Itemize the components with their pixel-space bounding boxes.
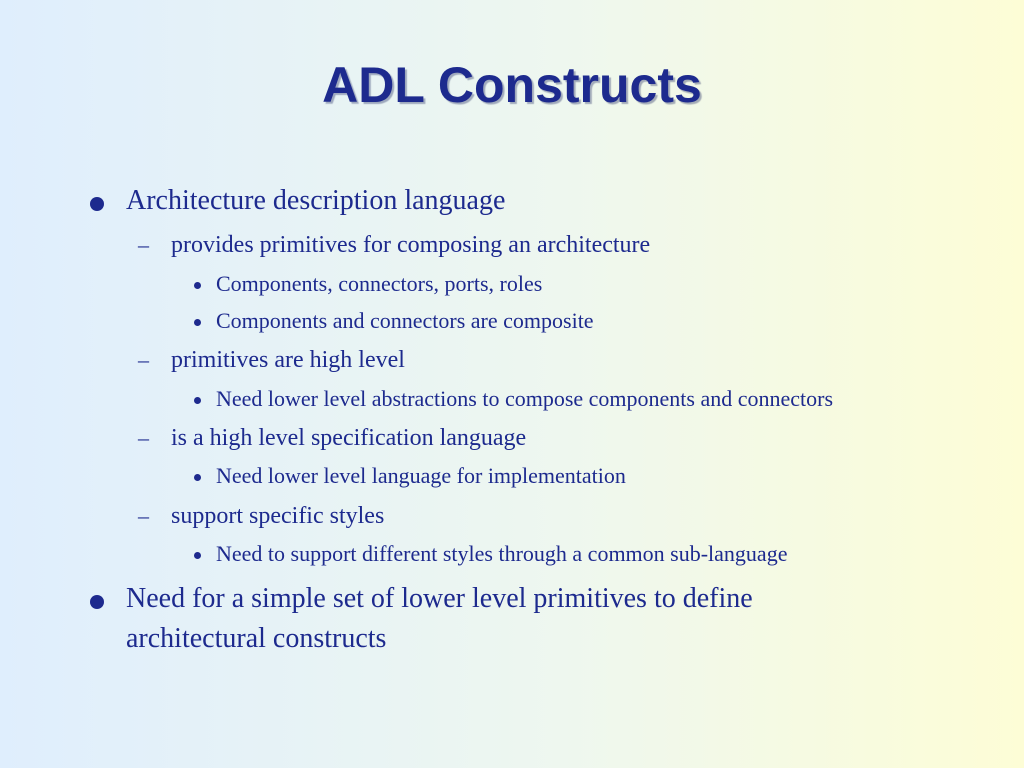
sub-bullet-item <box>138 230 651 260</box>
bullet-text: Need for a simple set of lower level primitives to define <box>126 583 753 614</box>
sub-sub-bullet-item <box>216 462 626 490</box>
dash-icon: – <box>138 232 149 257</box>
sub-sub-bullet-text: Components and connectors are composite <box>216 308 594 333</box>
sub-sub-bullet-item <box>216 540 787 568</box>
dot-bullet-icon <box>194 397 201 404</box>
sub-sub-bullet-text: Components, connectors, ports, roles <box>216 271 543 296</box>
sub-sub-bullet-text: Need lower level abstractions to compose components and connectors <box>216 386 834 411</box>
sub-bullet-text: support specific styles <box>171 503 385 529</box>
slide-title: ADL Constructs <box>322 57 702 113</box>
sub-bullet-item <box>138 345 405 375</box>
sub-bullet-text: is a high level specification language <box>171 425 527 451</box>
dash-icon: – <box>138 425 149 450</box>
sub-bullet-item <box>138 423 527 453</box>
bullet-text-continuation <box>126 619 386 659</box>
bullet-text: Architecture description language <box>126 185 506 216</box>
sub-sub-bullet-text: Need to support different styles through a common sub-language <box>216 541 788 566</box>
sub-sub-bullet-item <box>216 307 594 335</box>
sub-sub-bullet-text: Need lower level language for implementation <box>216 463 626 488</box>
dot-bullet-icon <box>194 282 201 289</box>
bullet-item <box>126 181 505 221</box>
bullet-icon <box>90 197 104 211</box>
sub-bullet-text: primitives are high level <box>171 347 405 373</box>
sub-sub-bullet-item <box>216 385 833 413</box>
dash-icon: – <box>138 347 149 372</box>
sub-bullet-item <box>138 501 385 531</box>
sub-bullet-text: provides primitives for composing an architecture <box>171 232 651 258</box>
dash-icon: – <box>138 503 149 528</box>
bullet-text: architectural constructs <box>126 623 387 654</box>
sub-sub-bullet-item <box>216 270 542 298</box>
dot-bullet-icon <box>194 474 201 481</box>
bullet-icon <box>90 595 104 609</box>
dot-bullet-icon <box>194 552 201 559</box>
dot-bullet-icon <box>194 319 201 326</box>
bullet-item <box>126 579 753 619</box>
